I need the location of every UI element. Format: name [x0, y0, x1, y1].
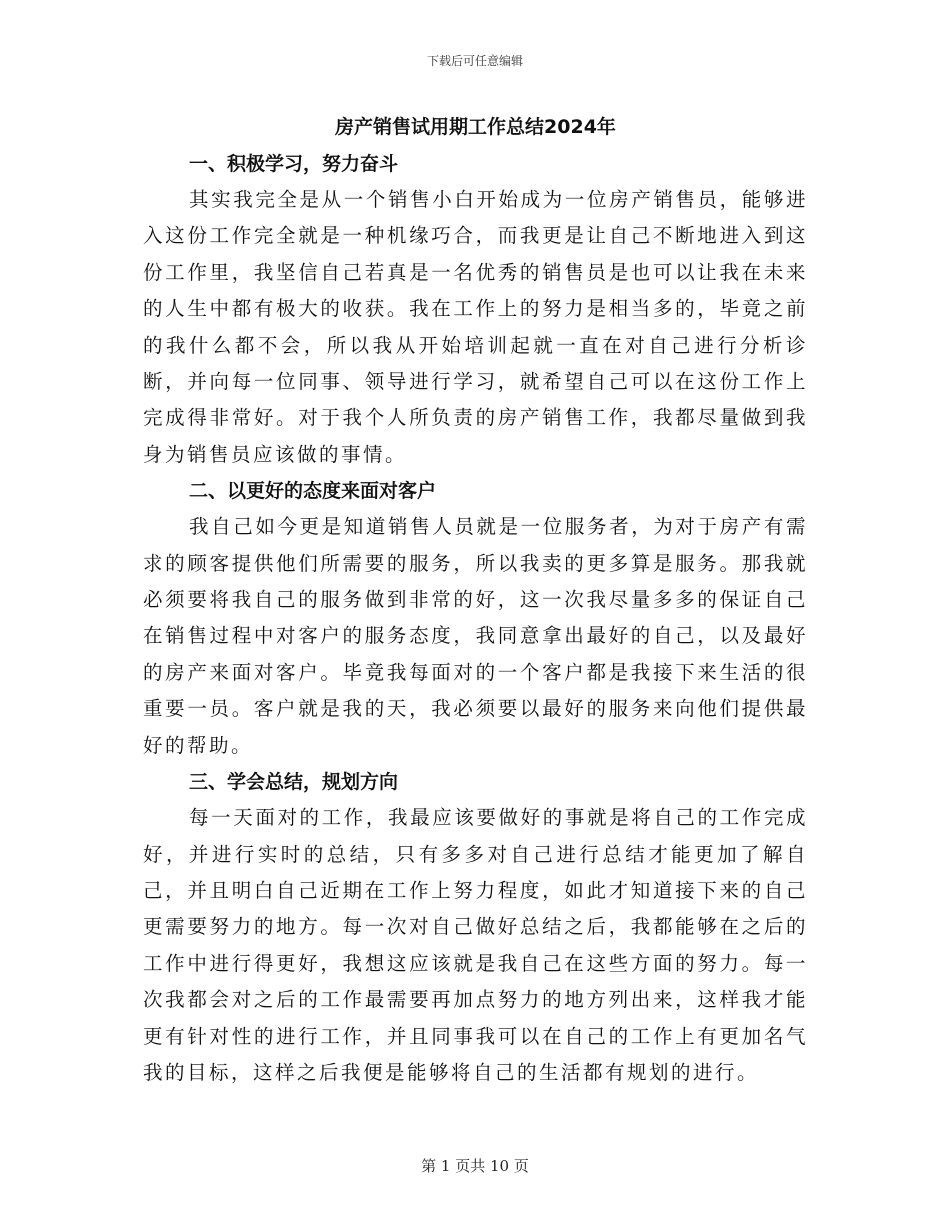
- section-paragraph-3: 每一天面对的工作，我最应该要做好的事就是将自己的工作完成好，并进行实时的总结，只有多多对自己进行总结才能更加了解自己，并且明白自己近期在工作上努力程度，如此才知道接下来的自己更需要努力的地方。每一次对自己做好总结之后，我都能够在之后的工作中进行得更好，我想这应该就是我自己在这些方面的努力。每一次我都会对之后的工作最需要再加点努力的地方列出来，这样我才能更有针对性的进行工作，并且同事我可以在自己的工作上有更加名气我的目标，这样之后我便是能够将自己的生活都有规划的进行。: [143, 806, 808, 1084]
- section-paragraph-1: 其实我完全是从一个销售小白开始成为一位房产销售员，能够进入这份工作完全就是一种机缘巧合，而我更是让自己不断地进入到这份工作里，我坚信自己若真是一名优秀的销售员是也可以让我在未来的人生中都有极大的收获。我在工作上的努力是相当多的，毕竟之前的我什么都不会，所以我从开始培训起就一直在对自己进行分析诊断，并向每一位同事、领导进行学习，就希望自己可以在这份工作上完成得非常好。对于我个人所负责的房产销售工作，我都尽量做到我身为销售员应该做的事情。: [143, 188, 808, 466]
- section-paragraph-2: 我自己如今更是知道销售人员就是一位服务者，为对于房产有需求的顾客提供他们所需要的服务，所以我卖的更多算是服务。那我就必须要将我自己的服务做到非常的好，这一次我尽量多多的保证自己在销售过程中对客户的服务态度，我同意拿出最好的自己，以及最好的房产来面对客户。毕竟我每面对的一个客户都是我接下来生活的很重要一员。客户就是我的天，我必须要以最好的服务来向他们提供最好的帮助。: [143, 515, 808, 757]
- page-footer: 第 1 页共 10 页: [421, 1157, 529, 1175]
- document-body: [143, 110, 808, 1091]
- document-title: 房产销售试用期工作总结2024年: [335, 116, 616, 138]
- section-heading-3: 三、学会总结，规划方向: [189, 771, 399, 794]
- header-note: 下载后可任意编辑: [426, 54, 523, 68]
- section-heading-1: 一、积极学习，努力奋斗: [189, 153, 399, 175]
- section-heading-2: 二、以更好的态度来面对客户: [189, 480, 437, 503]
